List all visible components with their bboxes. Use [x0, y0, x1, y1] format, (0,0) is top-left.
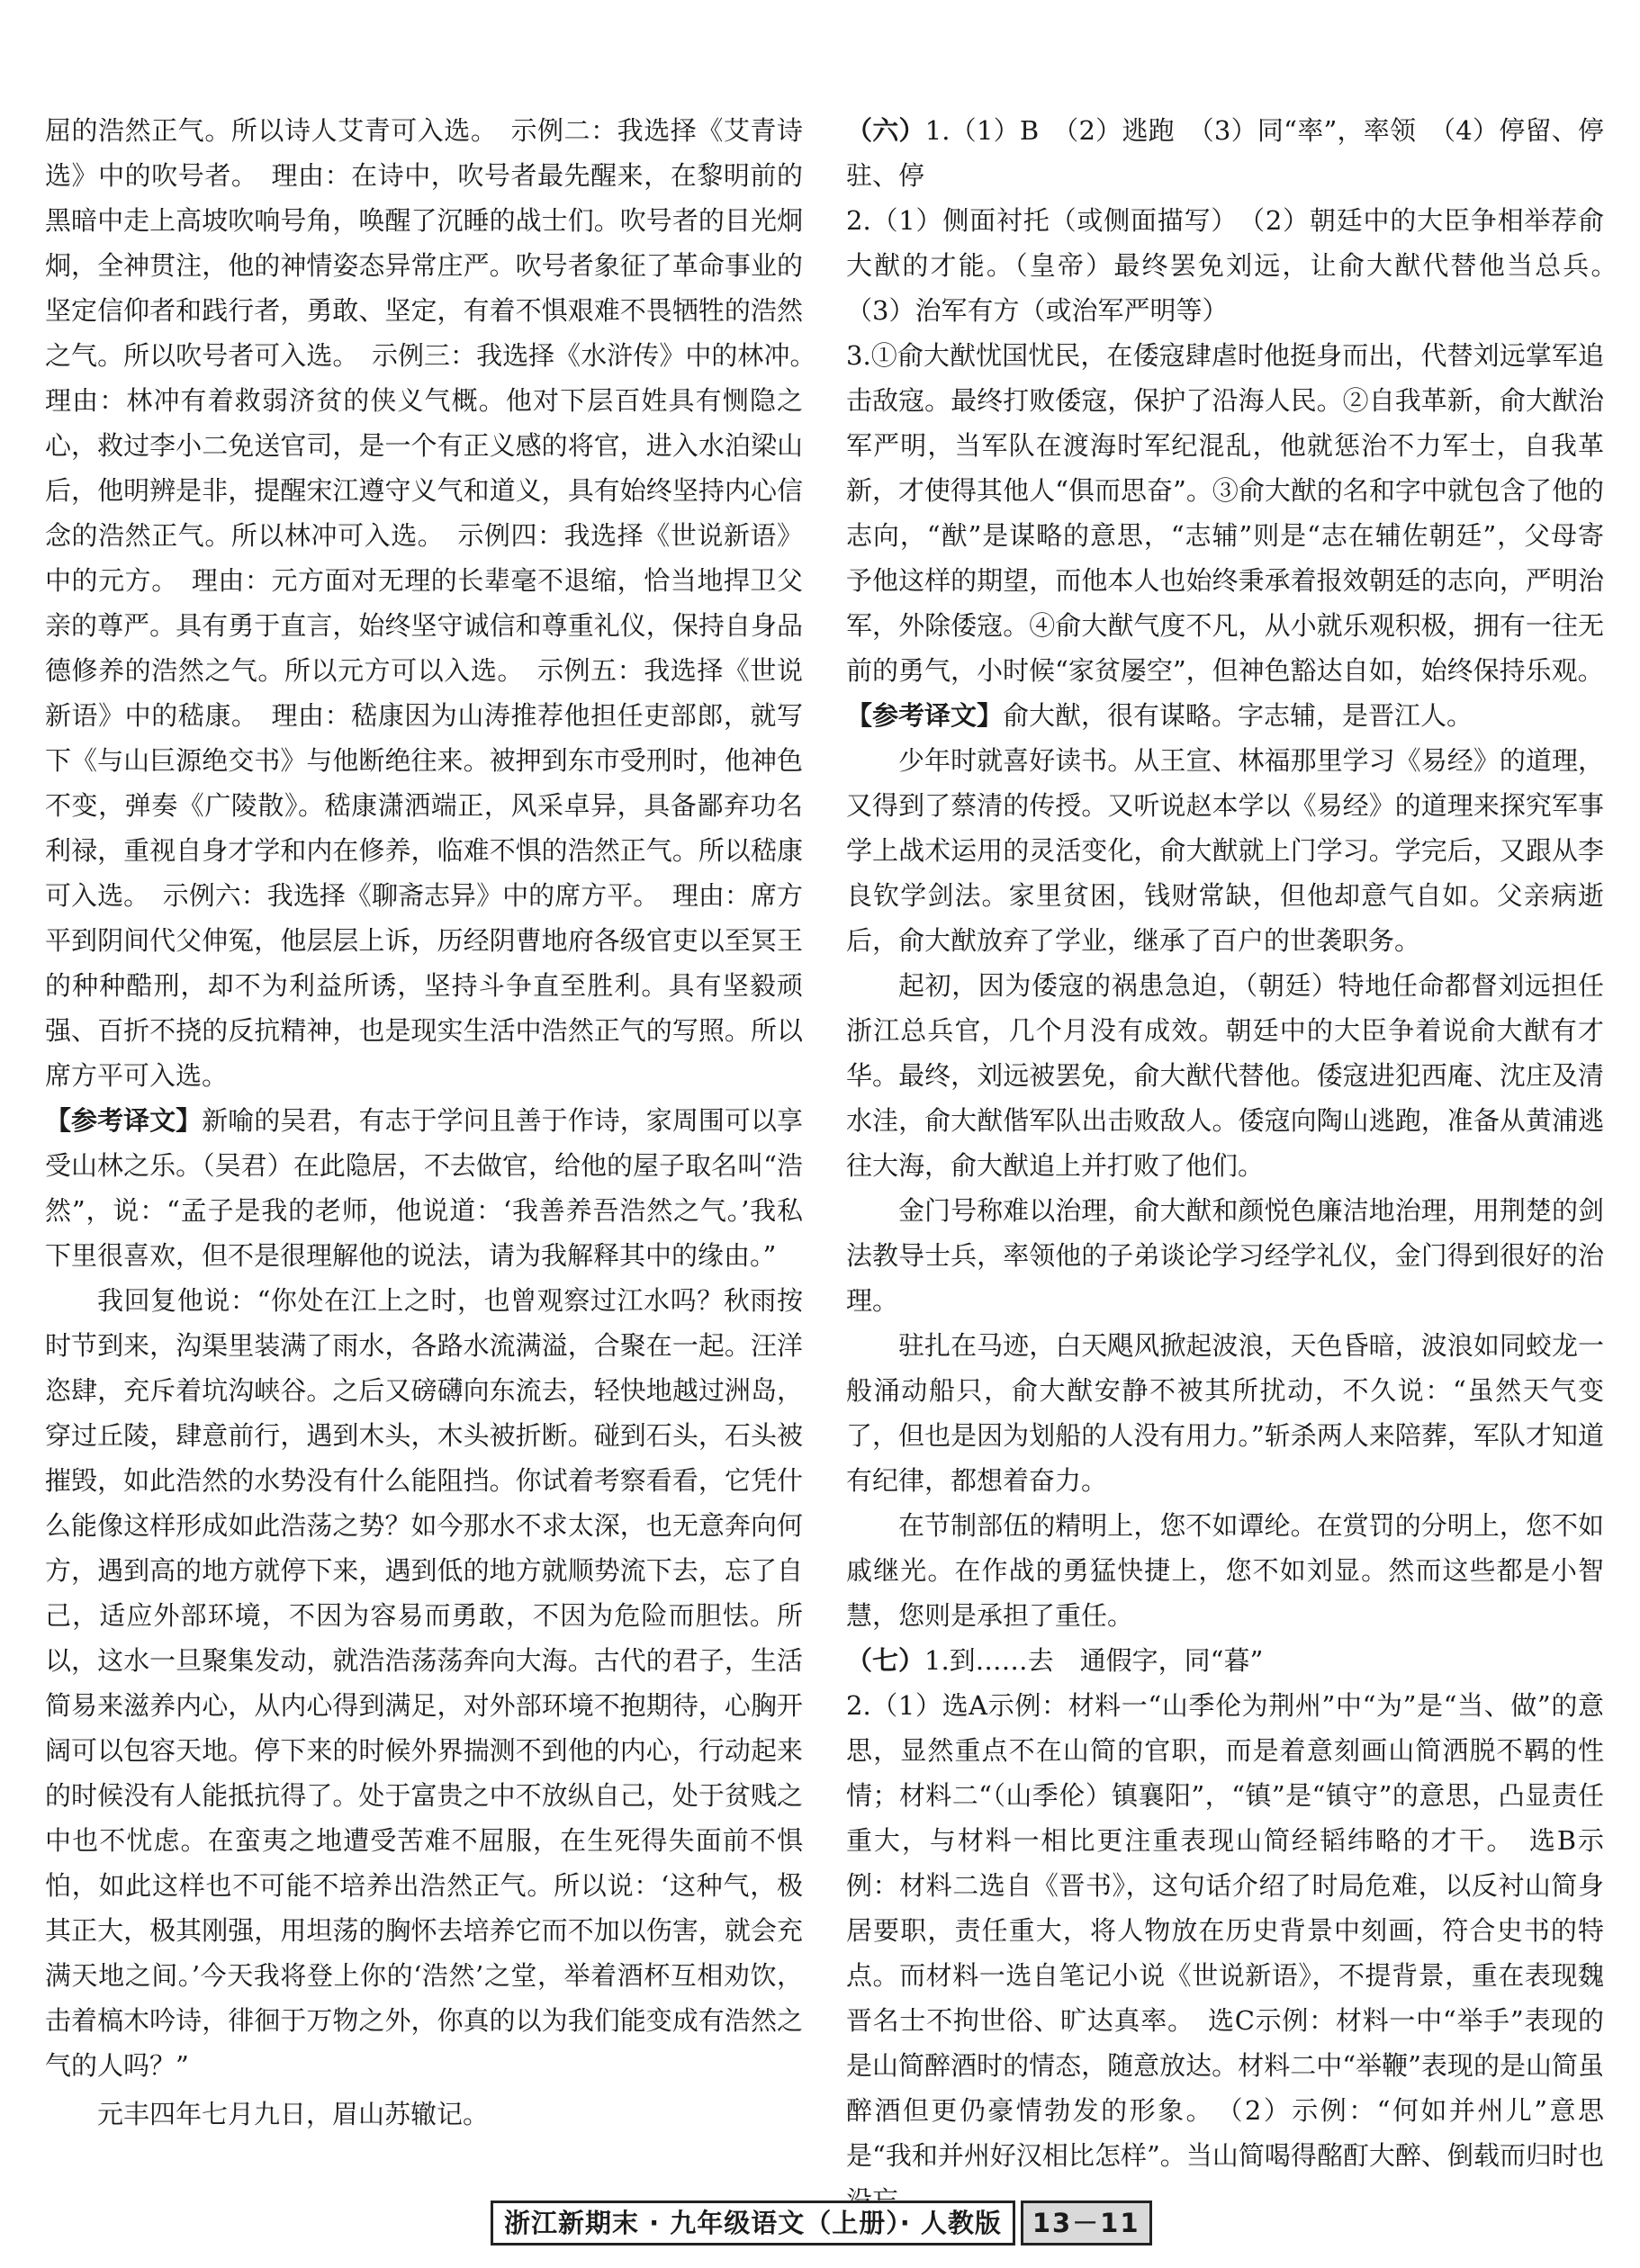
section-six-label: （六）: [846, 115, 925, 146]
section-seven-q1: （七）1.到……去 通假字，同“暮”: [846, 1645, 1264, 1676]
reference-translation: [45, 1098, 803, 1278]
right-column: [846, 108, 1631, 2223]
section-six-q1: （六）1.（1）B （2）逃跑 （3）同“率”，率领 （4）停留、停驻、停: [846, 115, 1604, 191]
page-footer: [491, 2200, 1152, 2246]
translation-paragraph: 驻扎在马迹，白天飓风掀起波浪，天色昏暗，波浪如同蛟龙一般涌动船只，俞大猷安静不被其所扰动，不久说：“虽然天气变了，但也是因为划船的人没有用力。”斩杀两人来陪葬，军队才知道有纪律，都想着奋力。: [846, 1330, 1604, 1496]
section-seven-label: （七）: [846, 1645, 925, 1676]
book-title: 浙江新期末 · 九年级语文（上册）· 人教版: [491, 2200, 1015, 2246]
left-column: [45, 108, 830, 2137]
translation-text: 新喻的吴君，有志于学问且善于作诗，家周围可以享受山林之乐。（吴君）在此隐居，不去做官，给他的屋子取名叫“浩然”，说：“孟子是我的老师，他说道：‘我善养吾浩然之气。’我私下里很喜欢，但不是很理解他的说法，请为我解释其中的缘由。”: [45, 1105, 803, 1271]
translation-paragraph: 少年时就喜好读书。从王宣、林福那里学习《易经》的道理，又得到了蔡清的传授。又听说赵本学以《易经》的道理来探究军事学上战术运用的灵活变化，俞大猷就上门学习。学完后，又跟从李良钦学剑法。家里贫困，钱财常缺，但他却意气自如。父亲病逝后，俞大猷放弃了学业，继承了百户的世袭职务。: [846, 745, 1604, 956]
translation-paragraph: 起初，因为倭寇的祸患急迫，（朝廷）特地任命都督刘远担任浙江总兵官，几个月没有成效。朝廷中的大臣争着说俞大猷有才华。最终，刘远被罢免，俞大猷代替他。倭寇进犯西庵、沈庄及清水洼，俞大猷偕军队出击败敌人。倭寇向陶山逃跑，准备从黄浦逃往大海，俞大猷追上并打败了他们。: [846, 970, 1604, 1181]
section-six-q2: 2.（1）侧面衬托（或侧面描写） （2）朝廷中的大臣争相举荐俞大猷的才能。（皇帝）最终罢免刘远，让俞大猷代替他当总兵。 （3）治军有方（或治军严明等）: [846, 205, 1631, 326]
signature-line: 元丰四年七月九日，眉山苏辙记。: [97, 2099, 490, 2129]
reference-translation: 【参考译文】俞大猷，很有谋略。字志辅，是晋江人。: [846, 700, 1473, 731]
section-six-q3: 3.①俞大猷忧国忧民，在倭寇肆虐时他挺身而出，代替刘远掌军追击敌寇。最终打败倭寇，保护了沿海人民。②自我革新，俞大猷治军严明，当军队在渡海时军纪混乱，他就惩治不力军士，自我革新，才使得其他人“俱而思奋”。③俞大猷的名和字中就包含了他的志向，“猷”是谋略的意思，“志辅”则是“志在辅佐朝廷”，父母寄予他这样的期望，而他本人也始终秉承着报效朝廷的志向，严明治军，外除倭寇。④俞大猷气度不凡，从小就乐观积极，拥有一往无前的勇气，小时候“家贫屡空”，但神色豁达自如，始终保持乐观。: [846, 340, 1604, 686]
answer-paragraph: 屈的浩然正气。所以诗人艾青可入选。 示例二：我选择《艾青诗选》中的吹号者。 理由：在诗中，吹号者最先醒来，在黎明前的黑暗中走上高坡吹响号角，唤醒了沉睡的战士们。吹号者的目光炯炯，全神贯注，他的神情姿态异常庄严。吹号者象征了革命事业的坚定信仰者和践行者，勇敢、坚定，有着不惧艰难不畏牺牲的浩然之气。所以吹号者可入选。 示例三：我选择《水浒传》中的林冲。 理由：林冲有着救弱济贫的侠义气概。他对下层百姓具有恻隐之心，救过李小二免送官司，是一个有正义感的将官，进入水泊梁山后，他明辨是非，提醒宋江遵守义气和道义，具有始终坚持内心信念的浩然正气。所以林冲可入选。 示例四：我选择《世说新语》中的元方。 理由：元方面对无理的长辈毫不退缩，恰当地捍卫父亲的尊严。具有勇于直言，始终坚守诚信和尊重礼仪，保持自身品德修养的浩然之气。所以元方可以入选。 示例五：我选择《世说新语》中的嵇康。 理由：嵇康因为山涛推荐他担任吏部郎，就写下《与山巨源绝交书》与他断绝往来。被押到东市受刑时，他神色不变，弹奏《广陵散》。嵇康潇洒端正，风采卓异，具备鄙弃功名利禄，重视自身才学和内在修养，临难不惧的浩然正气。所以嵇康可入选。 示例六：我选择《聊斋志异》中的席方平。 理由：席方平到阴间代父伸冤，他层层上诉，历经阴曹地府各级官吏以至冥王的种种酷刑，却不为利益所诱，坚持斗争直至胜利。具有坚毅顽强、百折不挠的反抗精神，也是现实生活中浩然正气的写照。所以席方平可入选。: [45, 115, 830, 1091]
reference-translation-tag: 【参考译文】: [846, 700, 1004, 731]
page-number: 13－11: [1021, 2200, 1152, 2246]
translation-paragraph: 金门号称难以治理，俞大猷和颜悦色廉洁地治理，用荆楚的剑法教导士兵，率领他的子弟谈论学习经学礼仪，金门得到很好的治理。: [846, 1195, 1604, 1316]
translation-paragraph: 在节制部伍的精明上，您不如谭纶。在赏罚的分明上，您不如戚继光。在作战的勇猛快捷上，您不如刘显。然而这些都是小智慧，您则是承担了重任。: [846, 1510, 1604, 1631]
translation-paragraph: 我回复他说：“你处在江上之时，也曾观察过江水吗？秋雨按时节到来，沟渠里装满了雨水，各路水流满溢，合聚在一起。汪洋恣肆，充斥着坑沟峡谷。之后又磅礴向东流去，轻快地越过洲岛，穿过丘陵，肆意前行，遇到木头，木头被折断。碰到石头，石头被摧毁，如此浩然的水势没有什么能阻挡。你试着考察看看，它凭什么能像这样形成如此浩荡之势？如今那水不求太深，也无意奔向何方，遇到高的地方就停下来，遇到低的地方就顺势流下去，忘了自己，适应外部环境，不因为容易而勇敢，不因为危险而胆怯。所以，这水一旦聚集发动，就浩浩荡荡奔向大海。古代的君子，生活简易来滋养内心，从内心得到满足，对外部环境不抱期待，心胸开阔可以包容天地。停下来的时候外界揣测不到他的内心，行动起来的时候没有人能抵抗得了。处于富贵之中不放纵自己，处于贫贱之中也不忧虑。在蛮夷之地遭受苦难不屈服，在生死得失面前不惧怕，如此这样也不可能不培养出浩然正气。所以说：‘这种气，极其正大，极其刚强，用坦荡的胸怀去培养它而不加以伤害，就会充满天地之间。’今天我将登上你的‘浩然’之堂，举着酒杯互相劝饮，击着槁木吟诗，徘徊于万物之外，你真的以为我们能变成有浩然之气的人吗？”: [45, 1285, 803, 2081]
reference-translation-tag: 【参考译文】: [45, 1105, 203, 1136]
section-seven-q2: 2.（1）选A示例：材料一“山季伦为荆州”中“为”是“当、做”的意思，显然重点不在山简的官职，而是着意刻画山简洒脱不羁的性情；材料二“（山季伦）镇襄阳”，“镇”是“镇守”的意思，凸显责任重大，与材料一相比更注重表现山简经韬纬略的才干。 选B示例：材料二选自《晋书》，这句话介绍了时局危难，以反衬山简身居要职，责任重大，将人物放在历史背景中刻画，符合史书的特点。而材料一选自笔记小说《世说新语》，不提背景，重在表现魏晋名士不拘世俗、旷达真率。 选C示例：材料一中“举手”表现的是山简醉酒时的情态，随意放达。材料二中“举鞭”表现的是山简虽醉酒但更仍豪情勃发的形象。 （2）示例：“何如并州儿”意思是“我和并州好汉相比怎样”。当山简喝得酩酊大醉、倒载而归时也: [846, 1690, 1604, 2171]
